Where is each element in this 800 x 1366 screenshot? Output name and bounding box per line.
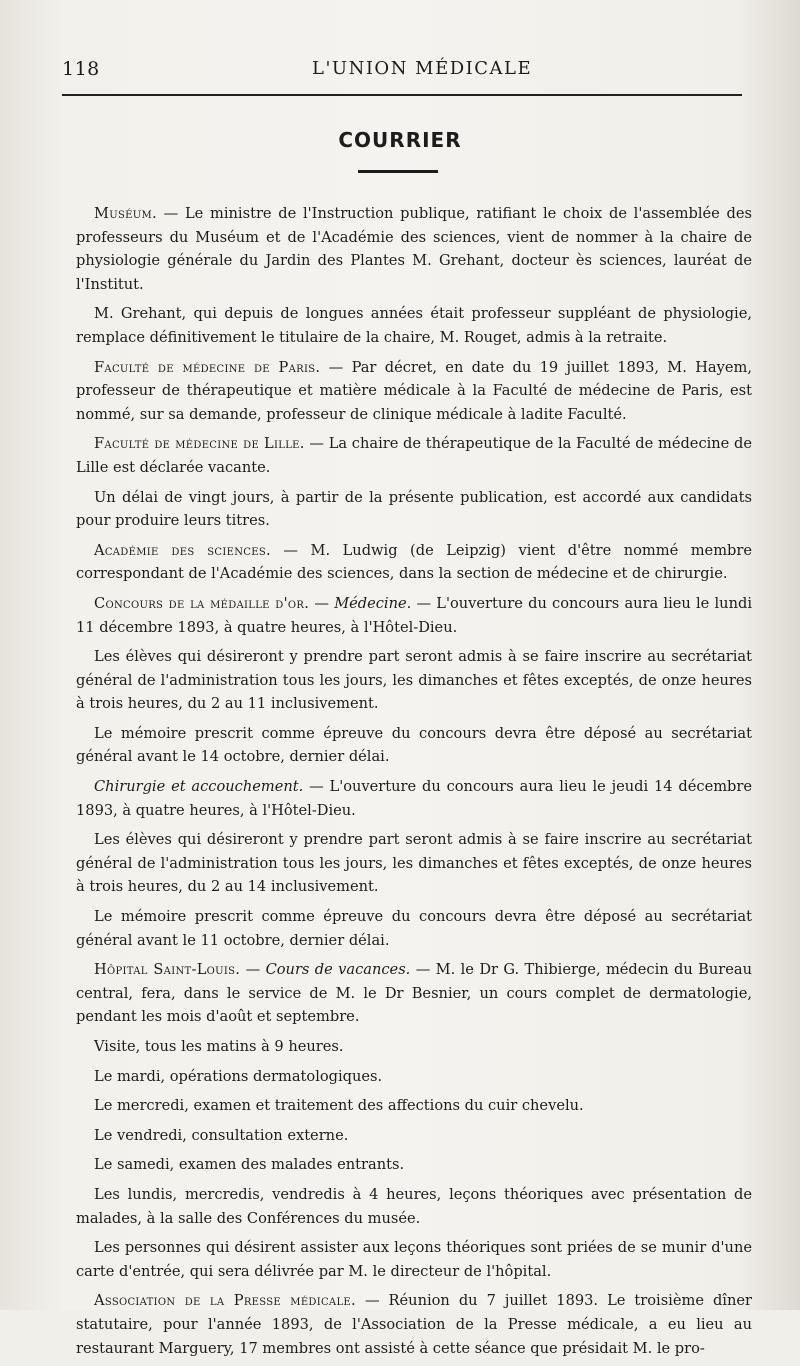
paragraph-eleves-2: Les élèves qui désireront y prendre part seront admis à se faire inscrire au secrétariat général de l'administration tous les jours, les dimanches et fêtes exceptés, de onze heures à trois heures, du 2 au 14 inclusivement. <box>76 831 752 896</box>
paragraph-mardi: Le mardi, opérations dermatologiques. <box>94 1067 383 1085</box>
paragraph-lead: Hôpital Saint-Louis. <box>94 961 241 979</box>
paragraph-vendredi: Le vendredi, consultation externe. <box>94 1126 349 1144</box>
paragraph-dash: — <box>240 961 266 979</box>
paragraph-lead: Faculté de médecine de Paris. <box>94 358 321 376</box>
paragraph-association <box>76 1289 752 1360</box>
title-rule <box>358 170 438 173</box>
paragraph-chirurgie <box>76 775 752 822</box>
paragraph-lundis: Les lundis, mercredis, vendredis à 4 heures, leçons théoriques avec présentation de malades, à la salle des Conférences du musée. <box>76 1185 752 1227</box>
paragraph-italic: Médecine. <box>334 594 412 612</box>
paragraph-italic: Cours de vacances. <box>265 961 411 979</box>
paragraph-text: — M. Ludwig (de Leipzig) vient d'être nommé membre correspondant de l'Académie des sciences, dans la section de médecine et de chirurgie. <box>76 541 752 583</box>
section-title: COURRIER <box>338 128 462 152</box>
paragraph-personnes: Les personnes qui désirent assister aux leçons théoriques sont priées de se munir d'une carte d'entrée, qui sera délivrée par M. le directeur de l'hôpital. <box>76 1239 752 1280</box>
paragraph-eleves-1: Les élèves qui désireront y prendre part seront admis à se faire inscrire au secrétariat général de l'administration tous les jours, les dimanches et fêtes exceptés, de onze heures à trois heures, du 2 au 11 inclusivement. <box>76 648 752 713</box>
paragraph-lead: Association de la Presse médicale. <box>94 1292 356 1310</box>
paragraph-text: — Par décret, en date du 19 juillet 1893, M. Hayem, professeur de thérapeutique et matière médicale à la Faculté de médecine de Paris, est nommé, sur sa demande, professeur de clinique médicale à ladite Faculté. <box>76 358 752 423</box>
header-rule <box>62 94 742 96</box>
page-number: 118 <box>62 58 100 80</box>
page-header <box>62 58 742 88</box>
paragraph-visite: Visite, tous les matins à 9 heures. <box>94 1038 344 1055</box>
paragraph-samedi: Le samedi, examen des malades entrants. <box>94 1156 405 1174</box>
paragraph-grehant: M. Grehant, qui depuis de longues années était professeur suppléant de physiologie, remplace définitivement le titulaire de la chaire, M. Rouget, admis à la retraite. <box>76 305 752 346</box>
paragraph-hopital <box>76 958 752 1029</box>
paragraph-text: — Réunion du 7 juillet 1893. Le troisième dîner statutaire, pour l'année 1893, de l'Association de la Presse médicale, a eu lieu au restaurant Marguery, 17 membres ont assisté à cette séance que présidait M. le pro- <box>76 1292 752 1357</box>
paragraph-text: — L'ouverture du concours aura lieu le jeudi 14 décembre 1893, à quatre heures, à l'Hôtel-Dieu. <box>76 778 753 819</box>
paragraph-lead: Muséum. <box>94 205 157 222</box>
paragraph-lille <box>76 432 752 479</box>
paragraph-memoire-1: Le mémoire prescrit comme épreuve du concours devra être déposé au secrétariat général avant le 14 octobre, dernier délai. <box>76 724 752 766</box>
paragraph-lead: Faculté de médecine de Lille. <box>94 435 305 453</box>
paragraph-dash: — <box>309 594 335 612</box>
paragraph-italic: Chirurgie et accouchement. <box>94 778 304 796</box>
paragraph-lead: Académie des sciences. <box>94 541 271 559</box>
paragraph-text: — Le ministre de l'Instruction publique, ratifiant le choix de l'assemblée des professeurs du Muséum et de l'Académie des sciences, vient de nommer à la chaire de physiologie générale du Jardin des Plantes M. Grehant, docteur ès sciences, lauréat de l'Institut. <box>76 205 752 293</box>
paragraph-text: — La chaire de thérapeutique de la Faculté de médecine de Lille est déclarée vacante. <box>76 435 752 476</box>
article-body <box>76 202 752 1366</box>
paragraph-paris <box>76 356 752 427</box>
paragraph-museum <box>76 202 752 296</box>
paragraph-text: — L'ouverture du concours aura lieu le lundi 11 décembre 1893, à quatre heures, à l'Hôtel-Dieu. <box>76 594 752 636</box>
paragraph-academie <box>76 539 752 586</box>
running-head: L'UNION MÉDICALE <box>312 58 533 79</box>
paragraph-mercredi: Le mercredi, examen et traitement des affections du cuir chevelu. <box>94 1097 584 1115</box>
paragraph-concours <box>76 592 752 639</box>
paragraph-delai: Un délai de vingt jours, à partir de la présente publication, est accordé aux candidats pour produire leurs titres. <box>76 488 752 530</box>
paragraph-text: — M. le Dr G. Thibierge, médecin du Bureau central, fera, dans le service de M. le Dr Besnier, un cours complet de dermatologie, pendant les mois d'août et septembre. <box>76 961 752 1026</box>
paragraph-memoire-2: Le mémoire prescrit comme épreuve du concours devra être déposé au secrétariat général avant le 11 octobre, dernier délai. <box>76 908 752 949</box>
paragraph-lead: Concours de la médaille d'or. <box>94 594 310 612</box>
